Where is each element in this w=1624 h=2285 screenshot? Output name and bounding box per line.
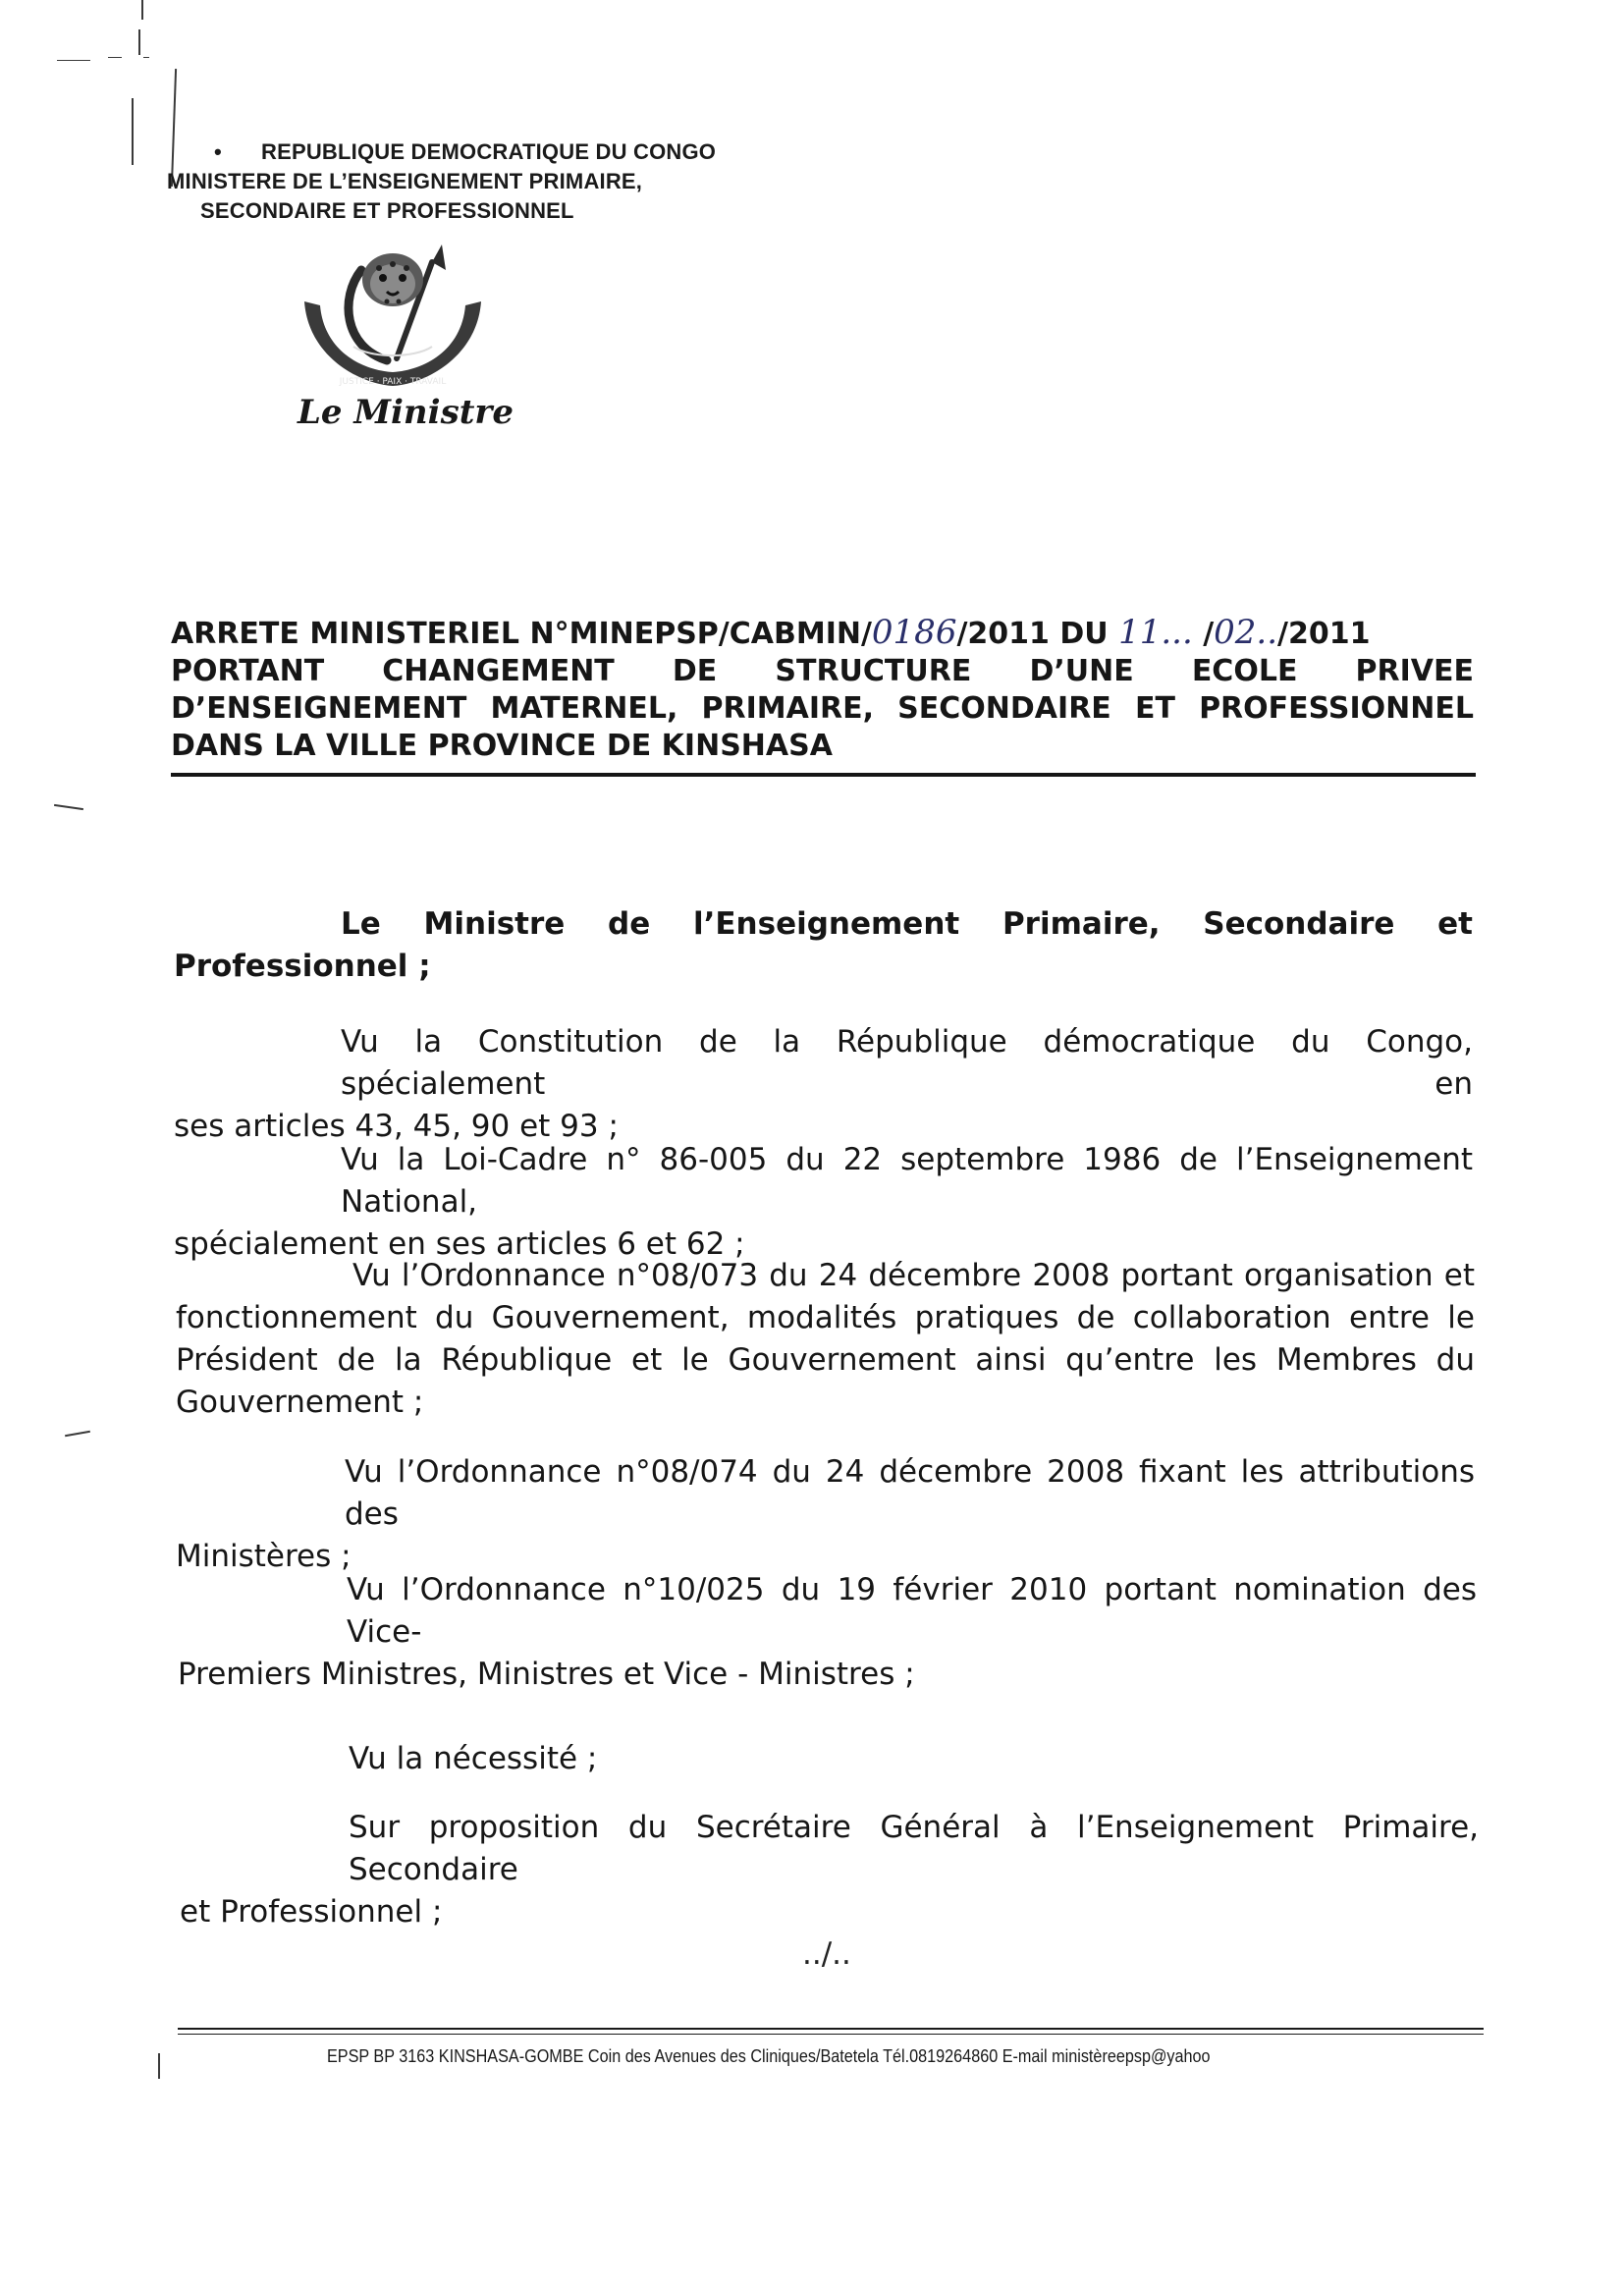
preamble-ordonnance-10-025: [178, 1569, 1477, 1696]
preamble-necessite: [349, 1738, 1134, 1780]
signatory-title: Le Ministre: [298, 393, 514, 432]
minister-clause-line1: Le Ministre de l’Enseignement Primaire, Secondaire et: [341, 906, 1473, 942]
letterhead-bullet: •: [214, 139, 222, 164]
preamble-constitution: [174, 1021, 1473, 1148]
footer-rule-bottom: [178, 2034, 1484, 2035]
preamble-ordonnance-08-073: [176, 1255, 1475, 1424]
preamble-loi-cadre-line2: spécialement en ses articles 6 et 62 ;: [174, 1226, 745, 1262]
decree-prefix: ARRETE MINISTERIEL N°MINEPSP/CABMIN/: [171, 617, 872, 651]
preamble-proposition: [180, 1807, 1479, 1933]
preamble-necessite-line: Vu la nécessité ;: [349, 1741, 598, 1776]
preamble-ordonnance-10-025-line1: Vu l’Ordonnance n°10/025 du 19 février 2010 portant nomination des Vice-: [347, 1572, 1477, 1650]
preamble-ordonnance-08-074: [176, 1451, 1475, 1578]
scan-mark: [65, 1431, 90, 1437]
minister-clause: [174, 903, 1473, 988]
decree-year-part: /2011 DU: [956, 617, 1119, 651]
scan-mark: [132, 98, 134, 165]
preamble-ordonnance-08-073-line4: Gouvernement ;: [176, 1385, 424, 1420]
scan-mark: [143, 57, 149, 58]
preamble-ordonnance-08-074-line1: Vu l’Ordonnance n°08/074 du 24 décembre 2008 fixant les attributions des: [345, 1454, 1475, 1532]
preamble-ordonnance-08-073-line3: Président de la République et le Gouvernement ainsi qu’entre les Membres du: [176, 1342, 1475, 1378]
preamble-ordonnance-08-073-line1: Vu l’Ordonnance n°08/073 du 24 décembre 2008 portant organisation et: [352, 1258, 1475, 1293]
preamble-proposition-line2: et Professionnel ;: [180, 1894, 443, 1930]
decree-title-line2: PORTANT CHANGEMENT DE STRUCTURE D’UNE ECOLE PRIVEE: [171, 654, 1474, 688]
emblem-motto: JUSTICE · PAIX · TRAVAIL: [339, 377, 447, 387]
handwritten-month: 02..: [1214, 613, 1278, 652]
decree-title-line3: D’ENSEIGNEMENT MATERNEL, PRIMAIRE, SECONDAIRE ET PROFESSIONNEL: [171, 691, 1474, 726]
scan-mark: [57, 60, 90, 61]
preamble-constitution-line2: ses articles 43, 45, 90 et 93 ;: [174, 1109, 619, 1144]
preamble-loi-cadre: [174, 1139, 1473, 1266]
preamble-ordonnance-10-025-line2: Premiers Ministres, Ministres et Vice - Ministres ;: [178, 1657, 915, 1692]
decree-number-line: [171, 614, 1371, 653]
decree-year: /2011: [1277, 617, 1371, 651]
letterhead-ministry-line1: MINISTERE DE L’ENSEIGNEMENT PRIMAIRE,: [167, 169, 643, 193]
minister-clause-line2: Professionnel ;: [174, 949, 431, 984]
scan-mark: [108, 57, 122, 58]
title-underline: [171, 773, 1476, 777]
page-continuation-mark: ../..: [802, 1936, 851, 1972]
footer-rule-top: [178, 2028, 1484, 2030]
coat-of-arms-emblem: [285, 241, 501, 398]
preamble-ordonnance-08-074-line2: Ministères ;: [176, 1539, 352, 1574]
footer-address: EPSP BP 3163 KINSHASA-GOMBE Coin des Avenues des Cliniques/Batetela Tél.0819264860 E-mail ministèreepsp@yahoo: [327, 2046, 1211, 2066]
handwritten-day: 11...: [1118, 613, 1193, 652]
letterhead-country: REPUBLIQUE DEMOCRATIQUE DU CONGO: [261, 139, 717, 164]
scan-mark: [54, 804, 83, 810]
handwritten-decree-number: 0186: [871, 613, 957, 652]
preamble-constitution-line1: Vu la Constitution de la République démocratique du Congo, spécialement en: [341, 1024, 1473, 1102]
date-separator: /: [1192, 617, 1215, 651]
letterhead-ministry-line2: SECONDAIRE ET PROFESSIONNEL: [200, 198, 574, 223]
preamble-loi-cadre-line1: Vu la Loi-Cadre n° 86-005 du 22 septembre 1986 de l’Enseignement National,: [341, 1142, 1473, 1220]
scan-mark: [158, 2053, 160, 2079]
scan-mark: [138, 29, 140, 55]
scan-mark: [141, 0, 143, 20]
decree-title-line4: DANS LA VILLE PROVINCE DE KINSHASA: [171, 729, 833, 763]
preamble-proposition-line1: Sur proposition du Secrétaire Général à l’Enseignement Primaire, Secondaire: [349, 1810, 1479, 1887]
preamble-ordonnance-08-073-line2: fonctionnement du Gouvernement, modalités pratiques de collaboration entre le: [176, 1300, 1475, 1335]
